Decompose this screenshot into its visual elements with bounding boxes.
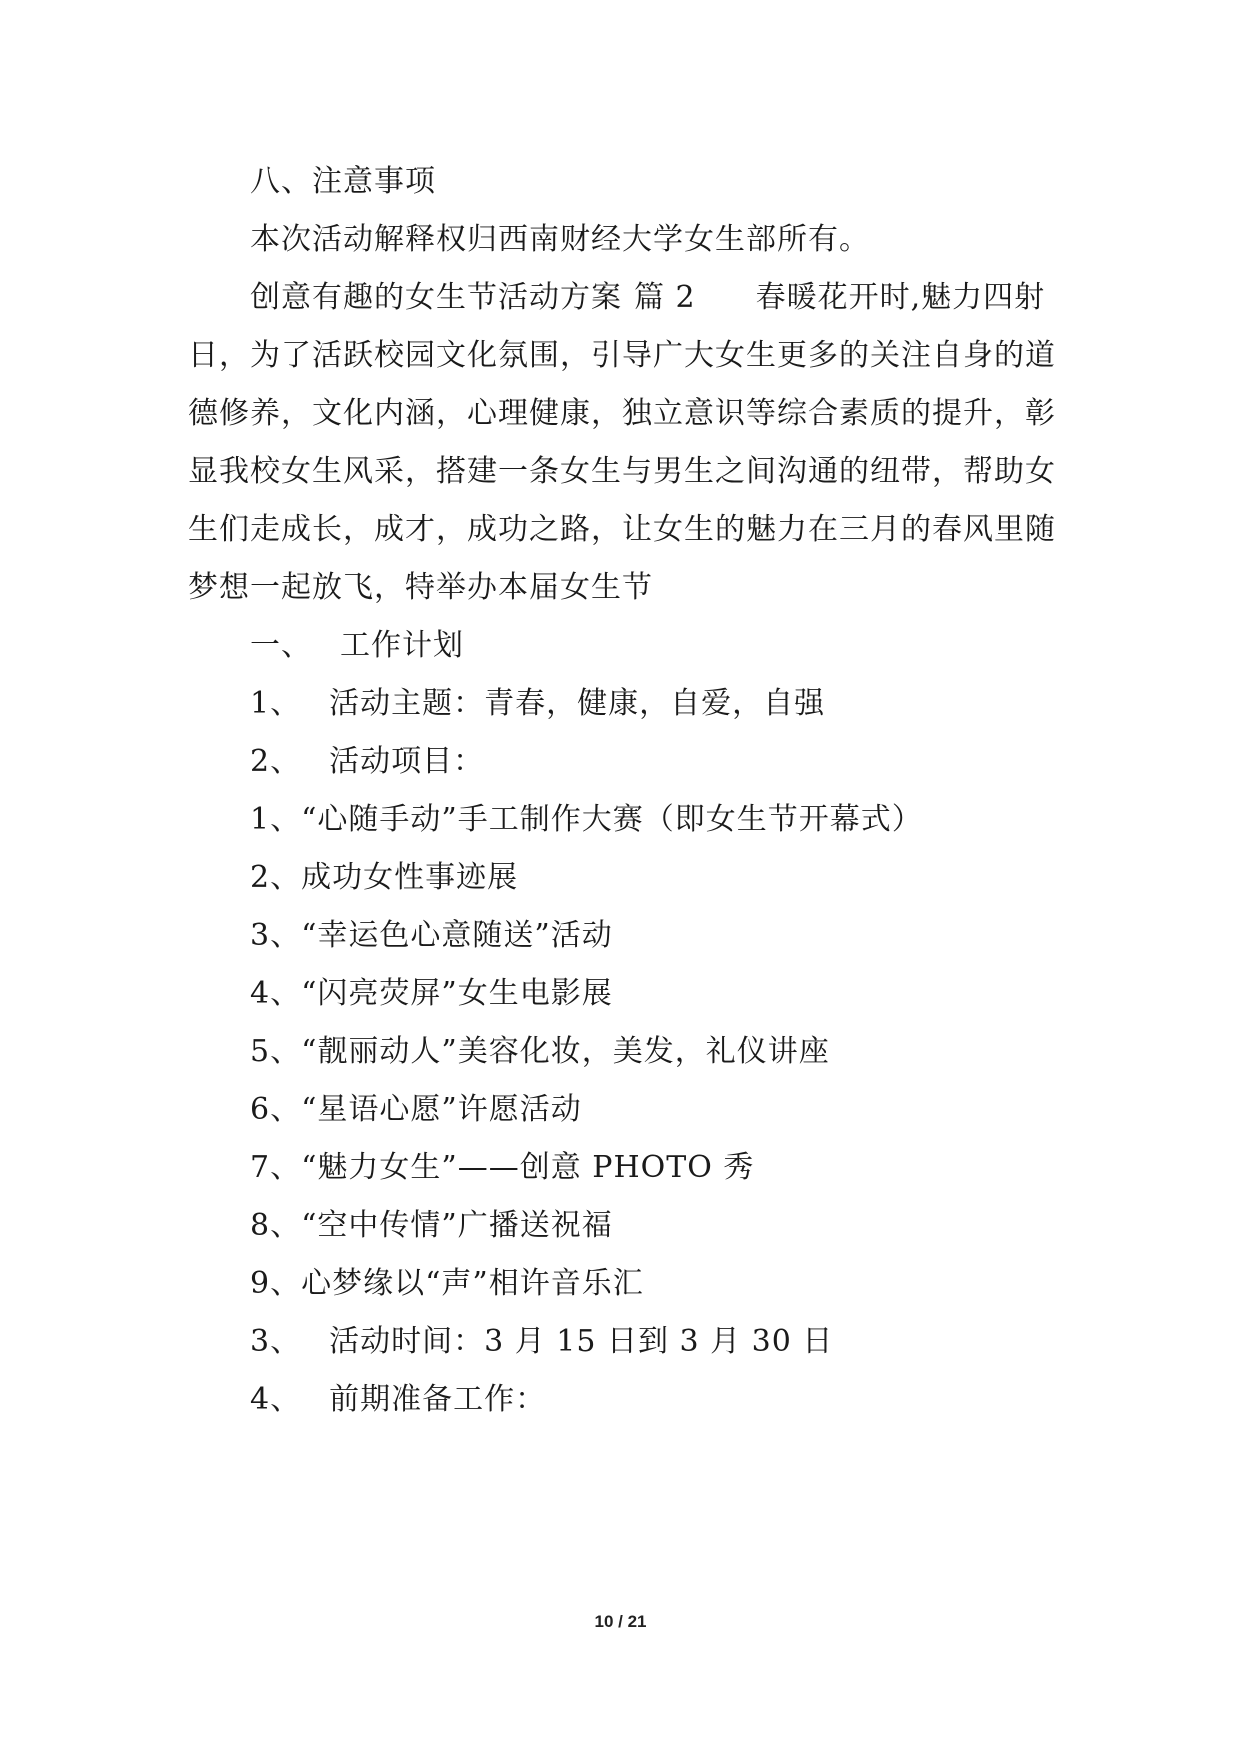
list-number: 一、 <box>250 628 312 663</box>
activity-item: 5、“靓丽动人”美容化妆，美发，礼仪讲座 <box>250 1034 830 1069</box>
list-text: 前期准备工作： <box>329 1382 547 1417</box>
list-number: 1、 <box>250 686 302 721</box>
list-number: 2、 <box>250 744 302 779</box>
list-text: 活动项目： <box>329 744 485 779</box>
list-item <box>250 684 825 724</box>
list-text: 活动主题：青春，健康，自爱，自强 <box>329 686 826 721</box>
paragraph-line: 梦想一起放飞，特举办本届女生节 <box>188 570 653 605</box>
article-title: 创意有趣的女生节活动方案 <box>250 280 622 315</box>
activity-item: 9、心梦缘以“声”相许音乐汇 <box>250 1266 644 1301</box>
article-part: 篇 2 <box>634 280 696 315</box>
article-title-line <box>250 278 1045 318</box>
paragraph: 本次活动解释权归西南财经大学女生部所有。 <box>250 222 870 257</box>
list-number: 3、 <box>250 1324 302 1359</box>
list-item <box>250 1380 546 1420</box>
plan-heading-text: 工作计划 <box>340 628 464 663</box>
article-lead: 春暖花开时,魅力四射 <box>755 280 1046 315</box>
list-item <box>250 1322 833 1362</box>
paragraph-line: 显我校女生风采，搭建一条女生与男生之间沟通的纽带，帮助女 <box>188 454 1056 489</box>
list-text: 活动时间：3 月 15 日到 3 月 30 日 <box>329 1324 834 1359</box>
activity-item: 2、成功女性事迹展 <box>250 860 519 895</box>
activity-item: 8、“空中传情”广播送祝福 <box>250 1208 613 1243</box>
list-number: 4、 <box>250 1382 302 1417</box>
section-heading: 八、注意事项 <box>250 164 436 199</box>
paragraph-line: 生们走成长，成才，成功之路，让女生的魅力在三月的春风里随 <box>188 512 1056 547</box>
activity-item: 3、“幸运色心意随送”活动 <box>250 918 613 953</box>
activity-item: 6、“星语心愿”许愿活动 <box>250 1092 582 1127</box>
list-item <box>250 742 484 782</box>
activity-item: 1、“心随手动”手工制作大赛（即女生节开幕式） <box>250 802 923 837</box>
plan-heading <box>250 626 464 666</box>
activity-item: 4、“闪亮荧屏”女生电影展 <box>250 976 613 1011</box>
paragraph-line: 德修养，文化内涵，心理健康，独立意识等综合素质的提升，彰 <box>188 396 1056 431</box>
paragraph-line: 日，为了活跃校园文化氛围，引导广大女生更多的关注自身的道 <box>188 338 1056 373</box>
activity-item: 7、“魅力女生”——创意 PHOTO 秀 <box>250 1150 755 1185</box>
page-number: 10 / 21 <box>594 1612 647 1631</box>
